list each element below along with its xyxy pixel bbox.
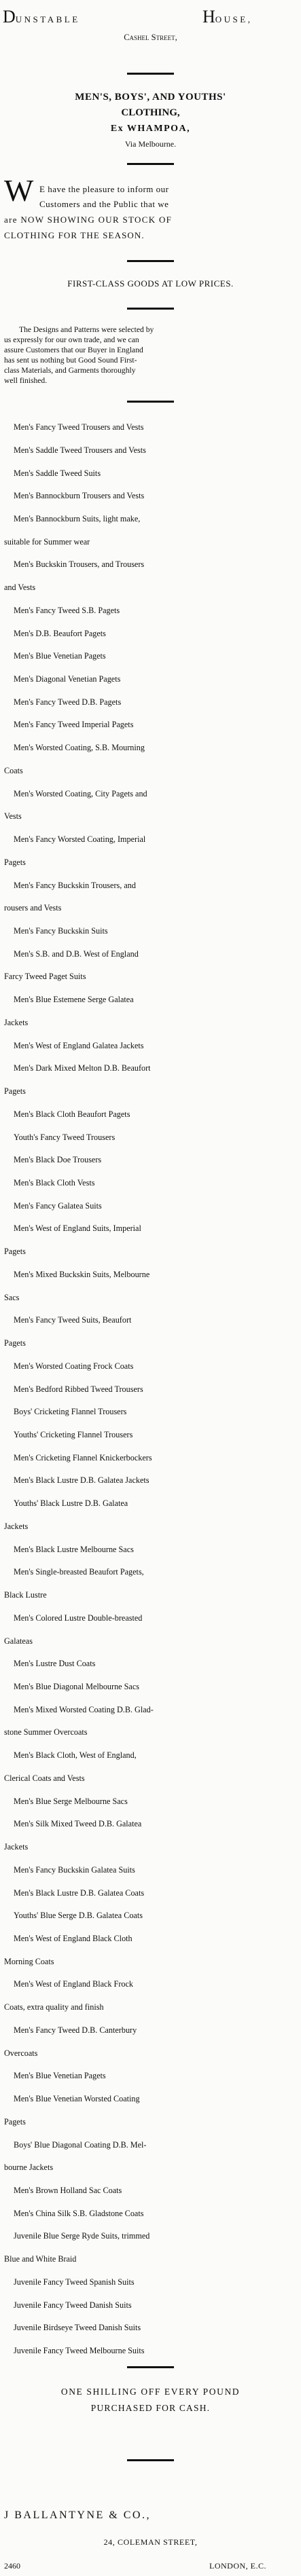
- divider: [127, 260, 174, 262]
- list-item: Black Lustre: [4, 1590, 47, 1600]
- list-item: Coats: [4, 765, 23, 775]
- list-item: Juvenile Fancy Tweed Danish Suits: [14, 2300, 132, 2310]
- announcement-line: E have the pleasure to inform our: [39, 184, 169, 194]
- list-item: Men's Black Cloth, West of England,: [14, 1750, 137, 1761]
- list-item: Men's Buckskin Trousers, and Trousers: [14, 559, 145, 570]
- firm-address: 24, COLEMAN STREET,: [103, 2537, 198, 2547]
- list-item: Men's Black Cloth Vests: [14, 1178, 95, 1188]
- list-item: Men's Mixed Worsted Coating D.B. Glad-: [14, 1704, 154, 1714]
- list-item: Vests: [4, 811, 22, 822]
- list-item: Men's Fancy Buckskin Trousers, and: [14, 880, 136, 890]
- list-item: Men's Fancy Galatea Suits: [14, 1200, 102, 1211]
- list-item: Men's Blue Venetian Worsted Coating: [14, 2094, 140, 2103]
- list-item: Men's Silk Mixed Tweed D.B. Galatea: [14, 1819, 142, 1829]
- designs-line: The Designs and Patterns were selected by: [19, 325, 154, 334]
- list-item: rousers and Vests: [4, 903, 62, 913]
- list-item: Men's Saddle Tweed Suits: [14, 468, 101, 478]
- ref-number: 2460: [4, 2561, 20, 2571]
- firm-city: LONDON, E.C.: [209, 2561, 266, 2571]
- list-item: Men's Worsted Coating Frock Coats: [14, 1361, 134, 1371]
- list-item: Men's Diagonal Venetian Pagets: [14, 674, 121, 684]
- list-item: Men's Fancy Tweed D.B. Canterbury: [14, 2025, 137, 2035]
- list-item: Men's Fancy Worsted Coating, Imperial: [14, 834, 146, 845]
- intro-via: Via Melbourne.: [124, 139, 177, 149]
- house-name-cap-2: H: [202, 7, 215, 26]
- list-item: Men's China Silk S.B. Gladstone Coats: [14, 2208, 144, 2218]
- list-item: Coats, extra quality and finish: [4, 2002, 104, 2012]
- discount-line: PURCHASED FOR CASH.: [90, 2403, 211, 2413]
- list-item: Men's Cricketing Flannel Knickerbockers: [14, 1452, 152, 1462]
- designs-line: assure Customers that our Buyer in England: [4, 346, 143, 354]
- list-item: Men's West of England Galatea Jackets: [14, 1040, 144, 1050]
- house-name-word-1: UNSTABLE: [15, 14, 80, 24]
- divider: [127, 401, 174, 403]
- divider: [127, 73, 174, 75]
- intro-clothing: CLOTHING,: [121, 107, 180, 118]
- list-item: Youths' Blue Serge D.B. Galatea Coats: [14, 1911, 143, 1921]
- list-item: Pagets: [4, 857, 26, 867]
- list-item: Men's Black Lustre D.B. Galatea Jackets: [14, 1475, 149, 1486]
- list-item: Men's West of England Black Frock: [14, 1979, 133, 1989]
- divider: [127, 163, 174, 165]
- list-item: Men's Blue Venetian Pagets: [14, 651, 106, 661]
- drop-cap: W: [4, 173, 34, 208]
- list-item: Overcoats: [4, 2048, 38, 2058]
- list-item: Men's Worsted Coating, City Pagets and: [14, 788, 147, 798]
- intro-ship: Ex WHAMPOA,: [110, 124, 191, 134]
- house-name-cap-1: D: [3, 7, 16, 26]
- list-item: Men's West of England Suits, Imperial: [14, 1223, 141, 1234]
- list-item: Men's Brown Holland Sac Coats: [14, 2185, 122, 2195]
- list-item: and Vests: [4, 583, 36, 593]
- list-item: Men's Fancy Tweed D.B. Pagets: [14, 697, 122, 707]
- street-line: Cashel Street,: [124, 33, 177, 42]
- list-item: Men's Mixed Buckskin Suits, Melbourne: [14, 1269, 150, 1279]
- list-item: Juvenile Birdseye Tweed Danish Suits: [14, 2323, 141, 2333]
- announcement-line: CLOTHING FOR THE SEASON.: [4, 230, 145, 240]
- list-item: Men's Black Cloth Beaufort Pagets: [14, 1109, 130, 1119]
- announcement-line: are NOW SHOWING OUR STOCK OF: [4, 215, 173, 225]
- list-item: suitable for Summer wear: [4, 536, 90, 547]
- list-item: Men's Black Doe Trousers: [14, 1155, 102, 1165]
- list-item: Men's Lustre Dust Coats: [14, 1659, 96, 1669]
- list-item: Men's Fancy Buckskin Suits: [14, 926, 108, 936]
- list-item: Juvenile Fancy Tweed Spanish Suits: [14, 2277, 135, 2287]
- discount-line: ONE SHILLING OFF EVERY POUND: [60, 2387, 241, 2397]
- list-item: Men's Bedford Ribbed Tweed Trousers: [14, 1384, 143, 1394]
- list-item: Pagets: [4, 1338, 26, 1348]
- list-item: Men's Blue Serge Melbourne Sacs: [14, 1796, 128, 1806]
- list-item: Youths' Cricketing Flannel Trousers: [14, 1430, 133, 1439]
- list-item: Jackets: [4, 1521, 29, 1531]
- divider: [127, 2459, 174, 2461]
- list-item: Men's Worsted Coating, S.B. Mourning: [14, 743, 145, 753]
- list-item: Men's Blue Estemene Serge Galatea: [14, 995, 134, 1005]
- list-item: Men's Single-breasted Beaufort Pagets,: [14, 1567, 144, 1577]
- list-item: Men's S.B. and D.B. West of England: [14, 949, 139, 959]
- list-item: Men's D.B. Beaufort Pagets: [14, 628, 106, 638]
- list-item: Men's Bannockburn Suits, light make,: [14, 513, 141, 523]
- slogan: FIRST-CLASS GOODS AT LOW PRICES.: [67, 278, 234, 289]
- list-item: Galateas: [4, 1636, 33, 1646]
- list-item: Men's Blue Diagonal Melbourne Sacs: [14, 1681, 139, 1691]
- list-item: Men's Dark Mixed Melton D.B. Beaufort: [14, 1063, 151, 1073]
- list-item: Men's Black Lustre Melbourne Sacs: [14, 1544, 134, 1554]
- divider: [127, 2366, 174, 2368]
- intro-heading: MEN'S, BOYS', AND YOUTHS': [75, 92, 226, 103]
- list-item: Men's Fancy Tweed Trousers and Vests: [14, 422, 144, 432]
- list-item: Juvenile Blue Serge Ryde Suits, trimmed: [14, 2231, 150, 2241]
- list-item: Pagets: [4, 2116, 26, 2127]
- designs-line: us expressly for our own trade, and we can: [4, 335, 139, 344]
- list-item: Farcy Tweed Paget Suits: [4, 972, 86, 982]
- announcement-line: Customers and the Public that we: [39, 199, 169, 209]
- list-item: Jackets: [4, 1017, 29, 1027]
- list-item: Men's Fancy Tweed Suits, Beaufort: [14, 1315, 132, 1325]
- list-item: Morning Coats: [4, 1956, 54, 1966]
- list-item: Men's Blue Venetian Pagets: [14, 2071, 106, 2081]
- list-item: Juvenile Fancy Tweed Melbourne Suits: [14, 2346, 145, 2355]
- list-item: stone Summer Overcoats: [4, 1727, 88, 1737]
- list-item: Youths' Black Lustre D.B. Galatea: [14, 1498, 128, 1509]
- list-item: Men's Colored Lustre Double-breasted: [14, 1613, 143, 1623]
- list-item: Men's Saddle Tweed Trousers and Vests: [14, 445, 146, 455]
- list-item: Men's Fancy Tweed Imperial Pagets: [14, 720, 134, 730]
- list-item: Men's Bannockburn Trousers and Vests: [14, 491, 145, 501]
- house-name: [0, 3, 301, 26]
- firm-name: J BALLANTYNE & CO.,: [4, 2509, 151, 2521]
- list-item: Men's West of England Black Cloth: [14, 1933, 132, 1943]
- list-item: Boys' Cricketing Flannel Trousers: [14, 1407, 127, 1417]
- list-item: Clerical Coats and Vests: [4, 1773, 85, 1783]
- list-item: Pagets: [4, 1086, 26, 1097]
- divider: [127, 308, 174, 310]
- list-item: bourne Jackets: [4, 2163, 54, 2173]
- designs-line: class Materials, and Garments thoroughly: [4, 366, 136, 375]
- house-name-word-2: OUSE,: [215, 14, 253, 24]
- designs-line: well finished.: [4, 376, 48, 385]
- list-item: Youth's Fancy Tweed Trousers: [14, 1132, 116, 1142]
- list-item: Men's Fancy Tweed S.B. Pagets: [14, 605, 120, 615]
- list-item: Boys' Blue Diagonal Coating D.B. Mel-: [14, 2139, 147, 2150]
- list-item: Blue and White Braid: [4, 2254, 77, 2264]
- list-item: Men's Fancy Buckskin Galatea Suits: [14, 1864, 135, 1875]
- list-item: Men's Black Lustre D.B. Galatea Coats: [14, 1888, 145, 1898]
- designs-line: has sent us nothing but Good Sound First-: [4, 356, 137, 365]
- list-item: Jackets: [4, 1842, 29, 1852]
- list-item: Pagets: [4, 1247, 26, 1257]
- list-item: Sacs: [4, 1292, 20, 1302]
